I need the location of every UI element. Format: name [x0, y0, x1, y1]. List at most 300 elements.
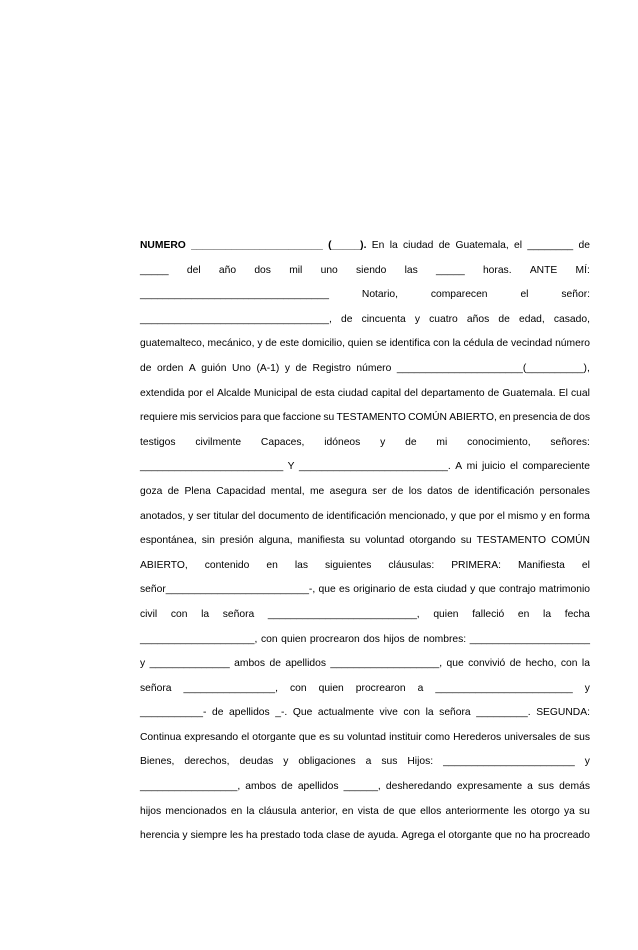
text-word: compareciente: [522, 461, 590, 473]
text-line: [140, 554, 590, 579]
text-word: cláusulas:: [388, 559, 435, 571]
text-word: originario: [353, 584, 396, 596]
text-word: otorgante: [252, 731, 296, 743]
text-word: en: [549, 510, 561, 522]
text-word: ambos: [245, 781, 277, 793]
text-word: su: [333, 731, 344, 743]
text-word: de: [405, 436, 417, 448]
text-word: presencia: [512, 412, 558, 424]
text-line: [140, 480, 590, 505]
text-word: _________.: [476, 707, 531, 719]
text-line: [140, 726, 590, 751]
text-word: esta: [413, 584, 434, 596]
text-word: manifiesta: [297, 535, 345, 547]
text-word: de: [391, 485, 404, 497]
text-word: que: [298, 731, 317, 743]
text-word: sus: [537, 781, 554, 793]
text-word: __________________________.: [299, 461, 451, 473]
text-word: _________________________________,: [140, 313, 332, 325]
text-word: con: [560, 658, 578, 670]
text-word: Bienes,: [140, 756, 175, 768]
text-word: demás: [559, 781, 590, 793]
text-word: _-.: [275, 707, 288, 719]
text-word: ______________________(__________),: [396, 362, 590, 374]
text-word: ABIERTO,: [140, 559, 188, 571]
text-line: [140, 455, 590, 480]
text-line: [140, 677, 590, 702]
text-word: para: [240, 412, 262, 424]
text-line: [140, 529, 590, 554]
text-line: [140, 259, 590, 284]
text-word: la: [389, 240, 398, 251]
text-word: me: [309, 485, 325, 497]
text-word: de: [269, 658, 281, 670]
text-word: el: [520, 289, 529, 301]
text-word: de: [408, 633, 420, 645]
text-word: de: [265, 338, 277, 350]
text-word: convivió: [468, 658, 506, 670]
text-word: y: [140, 658, 146, 670]
text-word: TESTAMENTO: [336, 412, 406, 424]
text-word: con: [433, 338, 450, 350]
text-word: de: [353, 830, 365, 842]
text-word: cláusula: [258, 805, 297, 817]
text-word: la: [246, 805, 255, 817]
text-word: forma: [563, 510, 590, 522]
text-word: A: [188, 362, 196, 374]
text-word: actualmente: [317, 707, 374, 719]
text-word: COMÚN: [408, 412, 447, 424]
text-word: a: [527, 781, 533, 793]
text-word: ______,: [343, 781, 381, 793]
text-word: siendo: [356, 264, 387, 276]
text-word: NUMERO: [140, 240, 186, 251]
text-word: uno: [320, 264, 338, 276]
text-word: las: [404, 264, 418, 276]
text-word: su: [579, 805, 590, 817]
text-word: mi: [436, 436, 448, 448]
text-word: su: [323, 412, 335, 424]
text-word: de: [398, 584, 411, 596]
text-word: El: [558, 387, 568, 399]
text-word: del: [241, 510, 256, 522]
text-line: [140, 332, 590, 357]
text-word: es: [339, 584, 350, 596]
text-word: que: [446, 658, 464, 670]
text-word: nombres:: [423, 633, 467, 645]
text-word: identificación: [326, 510, 387, 522]
text-word: hijos: [383, 633, 405, 645]
text-word: voluntad: [365, 535, 405, 547]
text-word: ABIERTO,: [449, 412, 497, 424]
text-word: de: [457, 485, 470, 497]
text-word: señores:: [550, 436, 590, 448]
text-word: señora: [222, 608, 255, 620]
text-word: Uno: [232, 362, 251, 374]
text-word: personales: [539, 485, 590, 497]
text-word: que: [458, 510, 477, 522]
text-word: alguna,: [258, 535, 293, 547]
text-word: quien: [347, 338, 373, 350]
text-word: idóneos: [324, 436, 361, 448]
text-line: [140, 406, 590, 431]
text-word: dos: [254, 264, 271, 276]
text-word: Herederos: [453, 731, 502, 743]
text-word: en: [499, 412, 511, 424]
text-word: dos: [573, 412, 590, 424]
text-word: de: [559, 412, 572, 424]
text-word: otorgando: [409, 535, 456, 547]
text-word: universales: [504, 731, 557, 743]
text-word: _________________,: [140, 781, 241, 793]
text-word: sus: [381, 756, 398, 768]
text-word: conocimiento,: [467, 436, 531, 448]
text-word: requiere: [140, 412, 178, 424]
text-word: civilmente: [195, 436, 242, 448]
text-word: en: [266, 559, 278, 571]
text-word: procrearon: [309, 633, 360, 645]
text-word: señor_________________________-,: [140, 584, 316, 596]
text-word: Manifiesta: [517, 559, 565, 571]
text-word: señor:: [561, 289, 590, 301]
text-word: contenido: [204, 559, 250, 571]
text-word: ANTE: [529, 264, 558, 276]
text-word: cédula: [463, 338, 494, 350]
text-word: _________________________: [140, 461, 284, 473]
text-word: de: [487, 387, 500, 399]
text-word: anteriormente: [445, 805, 510, 817]
text-line: [140, 800, 590, 825]
text-word: servicios: [198, 412, 239, 424]
text-word: el: [437, 830, 446, 842]
text-word: ha: [529, 830, 541, 842]
text-word: otorgante: [448, 830, 492, 842]
text-word: voluntad: [347, 731, 387, 743]
text-word: señora: [439, 707, 471, 719]
text-word: de: [559, 731, 571, 743]
text-word: el: [496, 510, 505, 522]
text-word: cincuenta: [361, 313, 406, 325]
text-word: su: [349, 535, 361, 547]
text-word: Guatemala,: [455, 240, 509, 251]
text-word: y: [188, 510, 194, 522]
text-word: Notario,: [361, 289, 398, 301]
text-word: sin: [201, 535, 215, 547]
text-line: [140, 308, 590, 333]
text-word: del: [404, 387, 418, 399]
text-word: y: [450, 510, 457, 522]
text-word: _______________________: [191, 240, 323, 251]
text-word: matrimonio: [539, 584, 590, 596]
text-word: expresamente: [456, 781, 523, 793]
text-word: mental,: [270, 485, 305, 497]
text-word: hecho,: [525, 658, 557, 670]
text-word: espontánea,: [140, 535, 197, 547]
text-word: domicilio,: [302, 338, 345, 350]
text-word: de: [383, 805, 395, 817]
text-word: instituir: [389, 731, 422, 743]
text-word: en: [517, 608, 530, 620]
text-word: _____________________: [469, 633, 590, 645]
text-word: cual: [571, 387, 590, 399]
text-word: por: [479, 510, 494, 522]
text-word: siempre: [190, 830, 228, 842]
text-word: identificación: [474, 485, 535, 497]
text-word: que: [318, 584, 336, 596]
text-word: les: [229, 830, 244, 842]
text-word: de: [340, 313, 353, 325]
text-word: de: [438, 240, 451, 251]
text-word: Hijos:: [407, 756, 434, 768]
text-word: el: [205, 387, 214, 399]
text-word: mencionado,: [388, 510, 448, 522]
text-word: mencionados: [165, 805, 227, 817]
text-word: mil: [289, 264, 303, 276]
text-word: ________: [527, 240, 574, 251]
text-word: documento: [258, 510, 310, 522]
text-word: Que: [292, 707, 313, 719]
text-word: señora: [140, 682, 172, 694]
text-word: guión: [201, 362, 227, 374]
text-word: Y: [287, 461, 295, 473]
text-word: la: [543, 608, 552, 620]
text-word: edad,: [518, 313, 545, 325]
text-word: de: [578, 240, 590, 251]
text-word: vive: [379, 707, 398, 719]
text-line: [140, 750, 590, 775]
text-word: el: [241, 731, 250, 743]
text-word: apellidos: [229, 707, 270, 719]
text-word: año: [218, 264, 237, 276]
text-word: _____: [436, 264, 465, 276]
text-word: siguientes: [325, 559, 372, 571]
text-word: (_____).: [328, 240, 367, 251]
text-word: número: [356, 362, 392, 374]
text-word: dos: [363, 633, 380, 645]
text-word: se: [375, 338, 387, 350]
text-word: contrajo: [499, 584, 536, 596]
text-word: de: [140, 362, 152, 374]
text-word: que: [494, 830, 512, 842]
text-word: Registro: [312, 362, 351, 374]
text-word: el: [514, 240, 523, 251]
text-word: Capaces,: [260, 436, 305, 448]
text-word: por: [187, 387, 203, 399]
text-word: civil: [140, 608, 158, 620]
text-word: Guatemala.: [502, 387, 556, 399]
text-line: [140, 382, 590, 407]
text-word: ellos: [420, 805, 442, 817]
text-word: con: [260, 633, 278, 645]
text-word: MÍ:: [575, 264, 590, 276]
text-word: del: [186, 264, 201, 276]
text-word: horas.: [482, 264, 512, 276]
text-word: de: [295, 362, 308, 374]
text-word: sus: [573, 731, 590, 743]
text-word: Agrega: [401, 830, 435, 842]
text-word: otorgo: [530, 805, 560, 817]
text-word: ________________,: [183, 682, 278, 694]
text-word: la: [581, 658, 590, 670]
text-word: identifica: [389, 338, 431, 350]
text-line: [140, 824, 590, 849]
text-line: [140, 775, 590, 800]
text-word: falleció: [472, 608, 505, 620]
text-word: mis: [180, 412, 197, 424]
text-word: ______________: [149, 658, 230, 670]
text-word: de: [496, 338, 509, 350]
text-word: presión: [219, 535, 254, 547]
text-word: ambos: [234, 658, 266, 670]
text-word: ___________-: [140, 707, 207, 719]
text-line: [140, 578, 590, 603]
text-word: ser: [372, 485, 387, 497]
text-word: testigos: [140, 436, 176, 448]
text-word: este: [279, 338, 300, 350]
text-line: [140, 234, 590, 259]
text-word: A: [455, 461, 463, 473]
text-word: juicio: [481, 461, 506, 473]
text-word: y: [584, 756, 590, 768]
text-word: los: [408, 485, 422, 497]
text-word: capital: [371, 387, 402, 399]
text-word: vista: [357, 805, 379, 817]
text-word: el: [509, 461, 518, 473]
text-word: con: [403, 707, 421, 719]
text-word: mismo: [507, 510, 539, 522]
text-word: comparecen: [430, 289, 488, 301]
text-word: herencia: [140, 830, 180, 842]
text-word: ya: [563, 805, 575, 817]
text-word: que: [398, 805, 416, 817]
text-word: ____________________,: [140, 633, 258, 645]
text-word: departamento: [421, 387, 485, 399]
text-word: hijos: [140, 805, 162, 817]
text-word: como: [424, 731, 450, 743]
text-word: apellidos: [285, 658, 326, 670]
text-word: COMÚN: [551, 535, 590, 547]
text-word: (A-1): [256, 362, 280, 374]
text-word: y: [541, 510, 547, 522]
text-word: orden: [157, 362, 184, 374]
text-line: [140, 505, 590, 530]
text-word: goza: [140, 485, 163, 497]
text-word: asegura: [329, 485, 367, 497]
text-line: [140, 431, 590, 456]
text-word: vecindad: [510, 338, 553, 350]
text-word: extendida: [140, 387, 185, 399]
text-word: y: [284, 362, 291, 374]
text-word: PRIMERA:: [451, 559, 501, 571]
text-word: que: [263, 412, 281, 424]
text-word: derechos,: [184, 756, 230, 768]
text-word: es: [319, 731, 331, 743]
text-word: SEGUNDA:: [536, 707, 590, 719]
text-word: _____: [140, 264, 169, 276]
text-word: Municipal: [253, 387, 298, 399]
text-word: de: [167, 485, 180, 497]
text-word: __________________________,: [267, 608, 420, 620]
text-word: datos: [427, 485, 453, 497]
text-word: con: [170, 608, 188, 620]
text-word: ___________________,: [330, 658, 443, 670]
text-word: de: [300, 387, 313, 399]
text-word: de: [212, 707, 224, 719]
text-word: ha: [246, 830, 258, 842]
text-word: anterior,: [300, 805, 338, 817]
text-line: [140, 652, 590, 677]
text-word: la: [201, 608, 210, 620]
text-word: y: [182, 830, 188, 842]
text-word: ciudad: [337, 387, 369, 399]
text-word: quien: [433, 608, 459, 620]
text-word: quien: [318, 682, 344, 694]
text-word: obligaciones: [298, 756, 356, 768]
text-word: ciudad: [403, 240, 434, 251]
text-word: y: [470, 584, 476, 596]
text-word: clase: [326, 830, 351, 842]
text-line: [140, 283, 590, 308]
text-word: que: [478, 584, 496, 596]
text-word: no: [514, 830, 527, 842]
text-word: esta: [315, 387, 335, 399]
text-word: y: [380, 436, 386, 448]
text-word: les: [513, 805, 527, 817]
text-word: Alcalde: [217, 387, 251, 399]
text-word: mecánico,: [207, 338, 255, 350]
text-word: Continua: [140, 731, 182, 743]
text-word: años: [466, 313, 490, 325]
testament-body-text: [140, 234, 590, 849]
text-word: deudas: [239, 756, 274, 768]
text-word: _______________________: [443, 756, 575, 768]
text-word: a: [365, 756, 372, 768]
text-word: cuatro: [429, 313, 458, 325]
text-word: _________________________________: [140, 289, 329, 301]
text-word: Plena: [184, 485, 211, 497]
text-word: mi: [466, 461, 478, 473]
text-word: procrearon: [355, 682, 406, 694]
text-word: en: [342, 805, 354, 817]
text-word: TESTAMENTO: [476, 535, 547, 547]
text-word: el: [581, 559, 590, 571]
text-word: la: [452, 338, 461, 350]
text-word: quien: [281, 633, 307, 645]
text-word: las: [294, 559, 309, 571]
text-word: de: [281, 781, 293, 793]
text-word: en: [230, 805, 243, 817]
text-word: faccione: [282, 412, 322, 424]
text-word: En: [371, 240, 385, 251]
text-word: número: [555, 338, 590, 350]
text-word: ________________________: [435, 682, 573, 694]
text-word: casado,: [553, 313, 590, 325]
text-word: apellidos: [297, 781, 339, 793]
text-word: desheredando: [385, 781, 452, 793]
text-word: guatemalteco,: [140, 338, 205, 350]
text-word: con: [289, 682, 307, 694]
text-word: y: [414, 313, 420, 325]
text-word: ciudad: [436, 584, 467, 596]
text-line: [140, 603, 590, 628]
text-word: procreado: [543, 830, 590, 842]
text-word: expresando: [184, 731, 239, 743]
text-word: titular: [213, 510, 239, 522]
text-word: a: [417, 682, 424, 694]
text-line: [140, 701, 590, 726]
text-word: de: [509, 658, 522, 670]
text-word: de: [498, 313, 510, 325]
